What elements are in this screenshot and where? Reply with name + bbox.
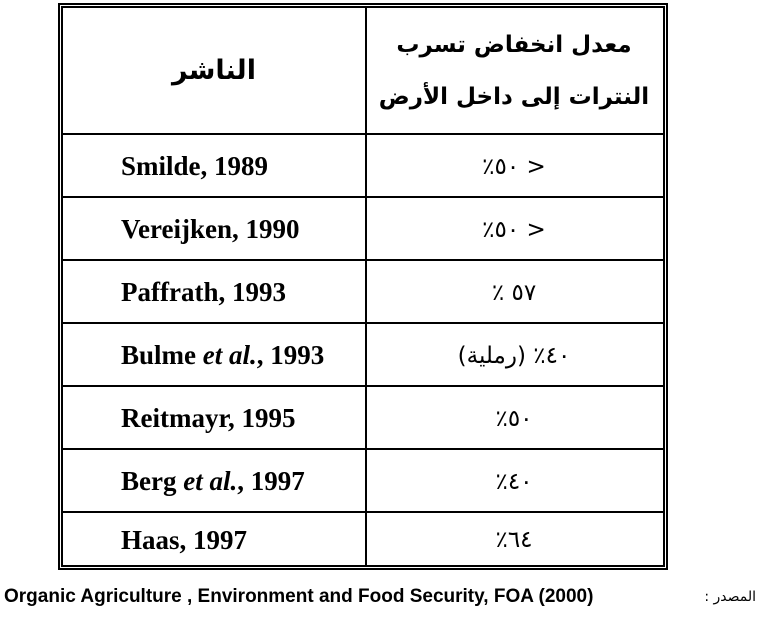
publisher-et-al: et al. (183, 466, 238, 496)
header-publisher: الناشر (172, 55, 256, 86)
table-row (63, 196, 663, 261)
table-row (63, 448, 663, 513)
row-publisher: Haas, 1997 (121, 524, 248, 555)
nitrate-leaching-table (58, 3, 668, 570)
header-rate-line1: معدل انخفاض تسرب (396, 31, 632, 58)
row-publisher (63, 450, 365, 513)
header-rate (365, 8, 663, 133)
row-publisher: Reitmayr, 1995 (121, 403, 296, 433)
table-row (63, 385, 663, 450)
source-label: المصدر : (704, 589, 756, 605)
table-header-row (63, 8, 663, 133)
row-rate: ٦٤٪ (495, 527, 533, 553)
source-citation (4, 586, 756, 608)
source-text: Organic Agriculture , Environment and Food Security, FOA (2000) (4, 586, 594, 607)
row-publisher: Smilde, 1989 (121, 151, 269, 181)
row-rate: ٤٠٪ (رملية) (457, 342, 571, 369)
table-row (63, 511, 663, 567)
publisher-et-al: et al. (202, 340, 257, 370)
row-rate: ٥٠٪ (495, 405, 533, 432)
publisher-year: , 1993 (256, 340, 325, 370)
row-rate: < ٥٠٪ (482, 153, 546, 180)
publisher-year: , 1997 (237, 466, 305, 496)
row-rate: < ٥٠٪ (482, 216, 546, 243)
row-rate: ٤٠٪ (495, 468, 533, 495)
publisher-author: Berg (121, 466, 184, 496)
row-publisher: Vereijken, 1990 (121, 214, 300, 244)
header-rate-line2: النترات إلى داخل الأرض (378, 83, 650, 110)
row-publisher: Paffrath, 1993 (121, 277, 286, 307)
row-publisher (63, 324, 365, 387)
publisher-author: Bulme (121, 340, 203, 370)
table-row (63, 322, 663, 387)
row-rate: ٥٧ ٪ (491, 279, 537, 306)
table-row (63, 133, 663, 198)
table-row (63, 259, 663, 324)
